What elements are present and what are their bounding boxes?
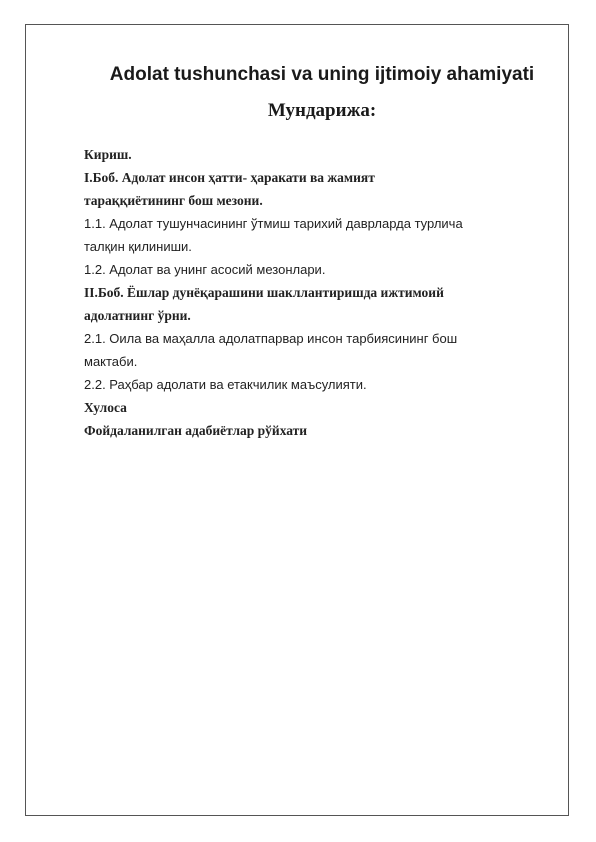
toc-line-chapter-2-cont: адолатнинг ўрни. — [84, 308, 191, 323]
toc-line-references: Фойдаланилган адабиётлар рўйхати — [84, 423, 308, 438]
toc-heading: Мундарижа: — [267, 100, 377, 121]
toc-line-section-2-2: 2.2. Раҳбар адолати ва етакчилик маъсулияти. — [84, 377, 367, 392]
toc-line-section-1-1-cont: талқин қилиниши. — [84, 239, 192, 254]
toc-line-chapter-2: II.Боб. Ёшлар дунёқарашини шакллантиришда ижтимоий — [84, 285, 444, 300]
toc-line-introduction: Кириш. — [84, 147, 132, 162]
toc-line-section-1-1: 1.1. Адолат тушунчасининг ўтмиш тарихий даврларда турлича — [84, 216, 463, 231]
document-title: Adolat tushunchasi va uning ijtimoiy ahamiyati — [109, 64, 535, 85]
toc-line-conclusion: Хулоса — [84, 400, 127, 415]
toc-line-section-2-1-cont: мактаби. — [84, 354, 138, 369]
toc-line-section-1-2: 1.2. Адолат ва унинг асосий мезонлари. — [84, 262, 326, 277]
toc-line-chapter-1-cont: тараққиётининг бош мезони. — [84, 193, 263, 208]
toc-line-section-2-1: 2.1. Оила ва маҳалла адолатпарвар инсон тарбиясининг бош — [84, 331, 458, 346]
table-of-contents — [84, 143, 544, 442]
toc-line-chapter-1: I.Боб. Адолат инсон ҳатти- ҳаракати ва жамият — [84, 170, 375, 185]
